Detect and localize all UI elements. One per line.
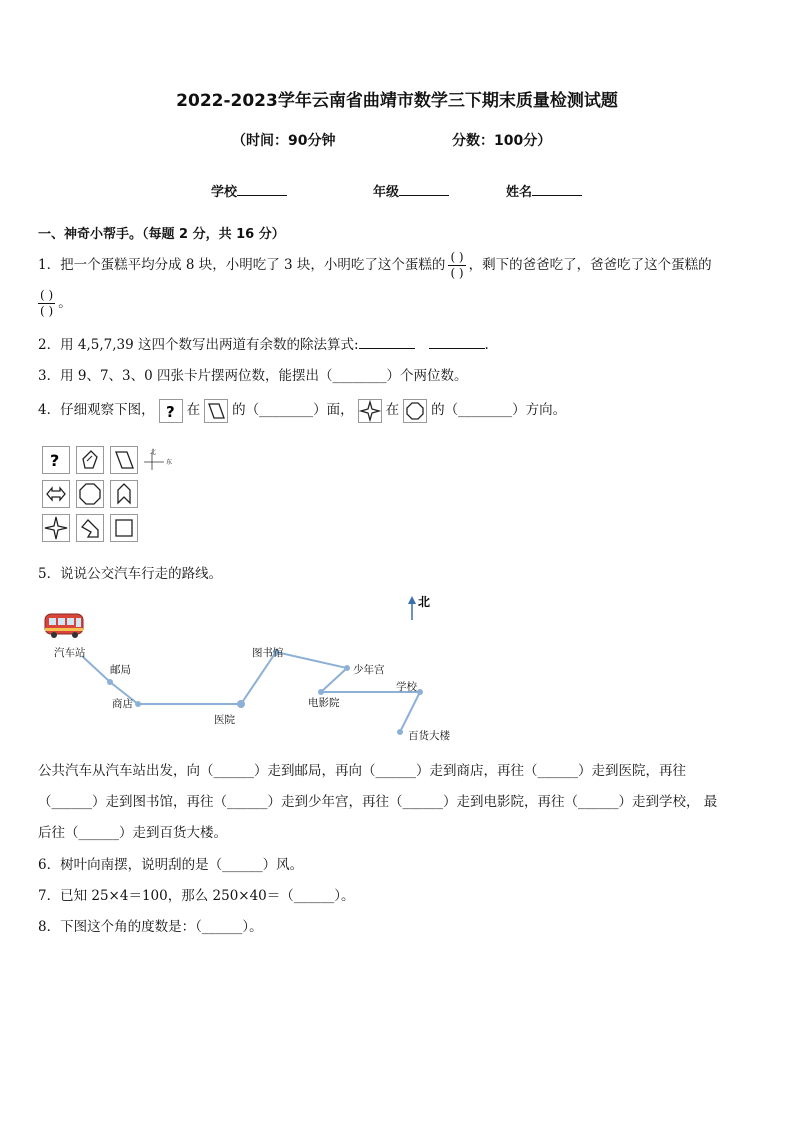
stop-hospital-dot [237, 700, 245, 708]
frac-denominator: ( ) [450, 266, 464, 280]
q1-text-a: 1．把一个蛋糕平均分成 8 块，小明吃了 3 块，小明吃了这个蛋糕的 [38, 257, 446, 273]
grid-bookmark-icon [110, 480, 138, 508]
q4-text-a: 4．仔细观察下图， [38, 402, 155, 418]
question-4 [38, 398, 566, 423]
q4-mark-glyph: ? [165, 402, 175, 421]
name-blank[interactable] [532, 183, 582, 196]
stop-post-office: 邮局 [110, 664, 131, 676]
frac-numerator: ( ) [40, 288, 54, 302]
grid-mark-glyph: ? [50, 451, 60, 470]
stop-shop-dot [135, 701, 141, 707]
stop-dept-store: 百货大楼 [408, 730, 450, 742]
page-title: 2022-2023学年云南省曲靖市数学三下期末质量检测试题 [176, 91, 618, 111]
octagon-icon [403, 399, 427, 423]
compass-east-label: 东 [166, 459, 172, 466]
grid-parallelogram-icon [110, 446, 138, 474]
stop-youth-palace-dot [344, 665, 350, 671]
stop-hospital: 医院 [214, 714, 235, 726]
stop-school-dot [417, 689, 423, 695]
parallelogram-icon [204, 399, 228, 423]
grade-blank[interactable] [399, 183, 449, 196]
q1-text-b: ，剩下的爸爸吃了，爸爸吃了这个蛋糕的 [468, 257, 712, 273]
grade-label: 年级 [373, 185, 400, 200]
name-label: 姓名 [506, 185, 533, 200]
school-blank[interactable] [237, 183, 287, 196]
question-1-line-1 [38, 250, 712, 281]
map-north-label: 北 [418, 595, 431, 609]
exam-time: （时间：90分钟 [232, 133, 336, 149]
compass-rose [142, 448, 172, 476]
question-6: 6．树叶向南摆，说明刮的是（______）风。 [38, 857, 304, 873]
stop-bus-station: 汽车站 [54, 647, 86, 659]
question-7: 7．已知 25×4＝100，那么 250×40＝（______）。 [38, 888, 355, 904]
grid-octagon-icon [76, 480, 104, 508]
q4-in-1: 在 [186, 402, 201, 418]
stop-post-office-dot [107, 679, 113, 685]
q1-fraction-2[interactable] [38, 288, 55, 319]
stop-cinema: 电影院 [308, 697, 340, 709]
school-label: 学校 [211, 185, 238, 200]
grid-question-mark-icon [42, 446, 70, 474]
q2-blank-2[interactable] [429, 336, 485, 349]
stop-library: 图书馆 [252, 647, 284, 659]
q1-end: 。 [58, 295, 72, 311]
question-5-title: 5．说说公交汽车行走的路线。 [38, 566, 223, 582]
question-1-line-2 [38, 288, 72, 319]
grid-double-arrow-icon [42, 480, 70, 508]
frac-denominator: ( ) [40, 304, 54, 318]
question-5-line-2: （______）走到图书馆，再往（______）走到少年宫，再往（______）走到电影院，再往（______）走到学校， 最 [38, 794, 718, 810]
frac-numerator: ( ) [450, 250, 464, 264]
grid-arrow-shape-icon [76, 514, 104, 542]
question-5-line-3: 后往（______）走到百货大楼。 [38, 825, 227, 841]
section-title: 一、神奇小帮手。（每题 2 分，共 16 分） [38, 227, 285, 242]
grid-star-icon [42, 514, 70, 542]
bus-icon [45, 614, 83, 638]
q2-blank-1[interactable] [359, 336, 415, 349]
stop-dept-store-dot [397, 729, 403, 735]
question-2 [38, 333, 489, 353]
exam-score: 分数：100分） [452, 133, 552, 149]
question-5-line-1: 公共汽车从汽车站出发，向（______）走到邮局，再向（______）走到商店，再往（______）走到医院，再往 [38, 763, 686, 779]
q4-in-2: 在 [385, 402, 400, 418]
question-8: 8．下图这个角的度数是：（______）。 [38, 919, 263, 935]
q2-text: 2．用 4,5,7,39 这四个数写出两道有余数的除法算式: [38, 337, 359, 353]
q2-end: . [484, 337, 489, 353]
q1-fraction-1[interactable] [448, 250, 465, 281]
q4-of-1: 的（________）面， [232, 402, 354, 418]
grid-square-icon [110, 514, 138, 542]
stop-youth-palace: 少年宫 [353, 664, 385, 676]
stop-shop: 商店 [112, 698, 133, 710]
grade-field [373, 181, 449, 200]
question-mark-icon [159, 399, 183, 423]
compass-north-label: 北 [150, 449, 157, 456]
q4-of-2: 的（________）方向。 [431, 402, 567, 418]
grid-pentagon-icon [76, 446, 104, 474]
question-3: 3．用 9、7、3、0 四张卡片摆两位数，能摆出（________）个两位数。 [38, 368, 468, 384]
star-icon [358, 399, 382, 423]
stop-school: 学校 [396, 681, 417, 693]
school-field [211, 181, 287, 200]
name-field [506, 181, 582, 200]
